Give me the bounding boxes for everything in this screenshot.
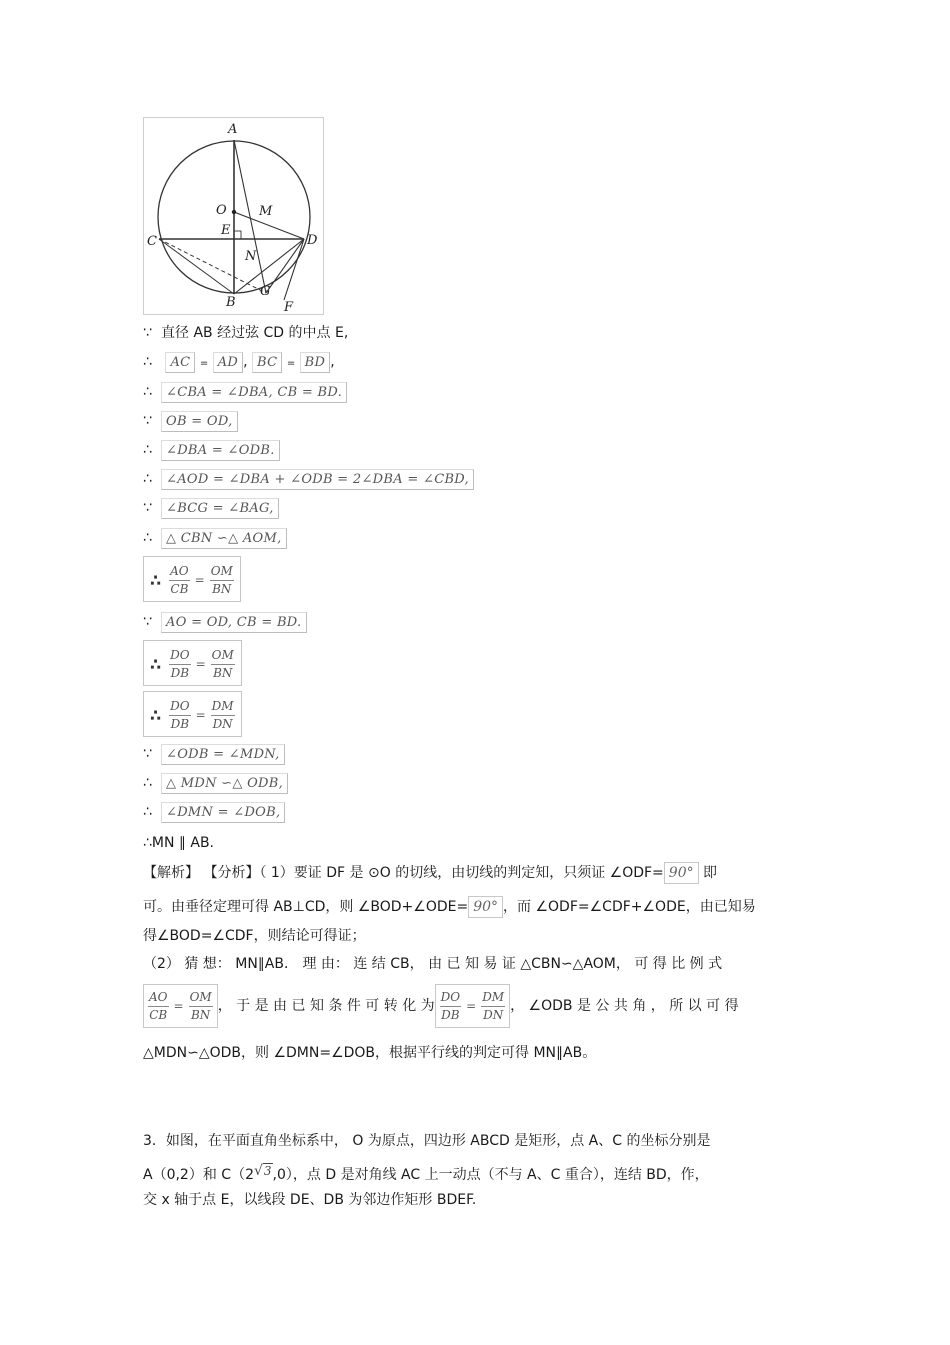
formula-15: ∠DMN = ∠DOB, bbox=[161, 802, 285, 823]
proof-fraction-1: ∴ $\frac{AO}{CB}$ = $\frac{OM}{BN}$ bbox=[143, 556, 241, 602]
geometry-figure bbox=[143, 117, 324, 315]
formula-8: △ CBN ∽△ AOM, bbox=[161, 528, 287, 549]
proof-line-4: ∵ OB = OD, bbox=[143, 410, 238, 432]
arc-bd: BD bbox=[300, 352, 331, 373]
label-f: F bbox=[284, 300, 294, 315]
proof-line-15: ∴ ∠DMN = ∠DOB, bbox=[143, 801, 285, 823]
label-m: M bbox=[259, 204, 273, 219]
proof-line-16: ∴MN ∥ AB. bbox=[143, 835, 215, 851]
arc-ad: AD bbox=[213, 352, 243, 373]
proof-line-10: ∵ AO = OD, CB = BD. bbox=[143, 611, 307, 633]
proof-line-7: ∵ ∠BCG = ∠BAG, bbox=[143, 497, 279, 519]
problem3-line-3: 交 x 轴于点 E，以线段 DE、DB 为邻边作矩形 BDEF. bbox=[143, 1192, 477, 1208]
label-a: A bbox=[228, 122, 238, 137]
formula-7: ∠BCG = ∠BAG, bbox=[161, 498, 279, 519]
analysis-line-1: 【解析】 【分析】（ 1）要证 DF 是 ⊙O 的切线，由切线的判定知，只须证 ∠ODF= 90° 即 bbox=[143, 862, 808, 884]
label-c: C bbox=[147, 234, 157, 249]
arc-bc: BC bbox=[252, 352, 282, 373]
problem3-line-1: 3．如图，在平面直角坐标系中， O 为原点，四边形 ABCD 是矩形，点 A、C 的坐标分别是 bbox=[143, 1133, 711, 1149]
degree-image-2: 90° bbox=[468, 896, 503, 918]
proof-line-3: ∴ ∠CBA = ∠DBA, CB = BD. bbox=[143, 381, 347, 403]
proof-fraction-3: ∴ $\frac{DO}{DB}$ = $\frac{DM}{DN}$ bbox=[143, 691, 242, 737]
analysis-line-3: 得∠BOD=∠CDF，则结论可得证； bbox=[143, 928, 366, 944]
analysis-line-4: （2） 猜 想： MN∥AB． 理 由： 连 结 CB， 由 已 知 易 证 △CBN∽△AOM， 可 得 比 例 式 bbox=[143, 956, 723, 972]
proof-line-13: ∵ ∠ODB = ∠MDN, bbox=[143, 743, 285, 765]
circle-diagram bbox=[144, 118, 325, 316]
label-e: E bbox=[221, 223, 231, 238]
fraction-ao-cb: $\frac{AO}{CB}$ = $\frac{OM}{BN}$ bbox=[143, 984, 218, 1028]
formula-6: ∠AOD = ∠DBA + ∠ODB = 2∠DBA = ∠CBD, bbox=[161, 469, 474, 490]
problem3-line-2: A（0,2）和 C（2√3,0），点 D 是对角线 AC 上一动点（不与 A、C 重合），连结 BD，作， bbox=[143, 1160, 808, 1186]
label-b: B bbox=[226, 295, 236, 310]
formula-5: ∠DBA = ∠ODB. bbox=[161, 440, 280, 461]
degree-image: 90° bbox=[664, 862, 699, 884]
label-g: G bbox=[260, 284, 271, 299]
analysis-line-2: 可。由垂径定理可得 AB⊥CD，则 ∠BOD+∠ODE= 90° ，而 ∠ODF=∠CDF+∠ODE，由已知易 bbox=[143, 896, 808, 918]
label-n: N bbox=[245, 249, 257, 264]
analysis-line-6: △MDN∽△ODB，则 ∠DMN=∠DOB，根据平行线的判定可得 MN∥AB。 bbox=[143, 1045, 597, 1061]
formula-13: ∠ODB = ∠MDN, bbox=[161, 744, 285, 765]
formula-3: ∠CBA = ∠DBA, CB = BD. bbox=[161, 382, 347, 403]
formula-10: AO = OD, CB = BD. bbox=[161, 612, 307, 633]
analysis-line-5: $\frac{AO}{CB}$ = $\frac{OM}{BN}$ ， 于 是 由 已 知 条 件 可 转 化 为 $\frac{DO}{DB}$ = $\frac{DM}{DN}$ ， ∠ODB 是 公 共 角 ， 所 以 可 得 bbox=[143, 982, 808, 1030]
formula-14: △ MDN ∽△ ODB, bbox=[161, 773, 288, 794]
arc-ac: AC bbox=[165, 352, 195, 373]
label-d: D bbox=[307, 233, 318, 248]
sqrt-symbol: √3 bbox=[253, 1163, 272, 1179]
proof-line-2: ∴ AC = AD , BC = BD , bbox=[143, 351, 335, 373]
proof-line-8: ∴ △ CBN ∽△ AOM, bbox=[143, 527, 287, 549]
proof-fraction-2: ∴ $\frac{DO}{DB}$ = $\frac{OM}{BN}$ bbox=[143, 640, 242, 686]
label-o: O bbox=[216, 203, 227, 218]
formula-4: OB = OD, bbox=[161, 411, 238, 432]
proof-line-6: ∴ ∠AOD = ∠DBA + ∠ODB = 2∠DBA = ∠CBD, bbox=[143, 468, 474, 490]
proof-line-1: ∵ 直径 AB 经过弦 CD 的中点 E, bbox=[143, 325, 349, 341]
proof-line-14: ∴ △ MDN ∽△ ODB, bbox=[143, 772, 288, 794]
proof-line-5: ∴ ∠DBA = ∠ODB. bbox=[143, 439, 280, 461]
fraction-do-db: $\frac{DO}{DB}$ = $\frac{DM}{DN}$ bbox=[435, 984, 510, 1028]
